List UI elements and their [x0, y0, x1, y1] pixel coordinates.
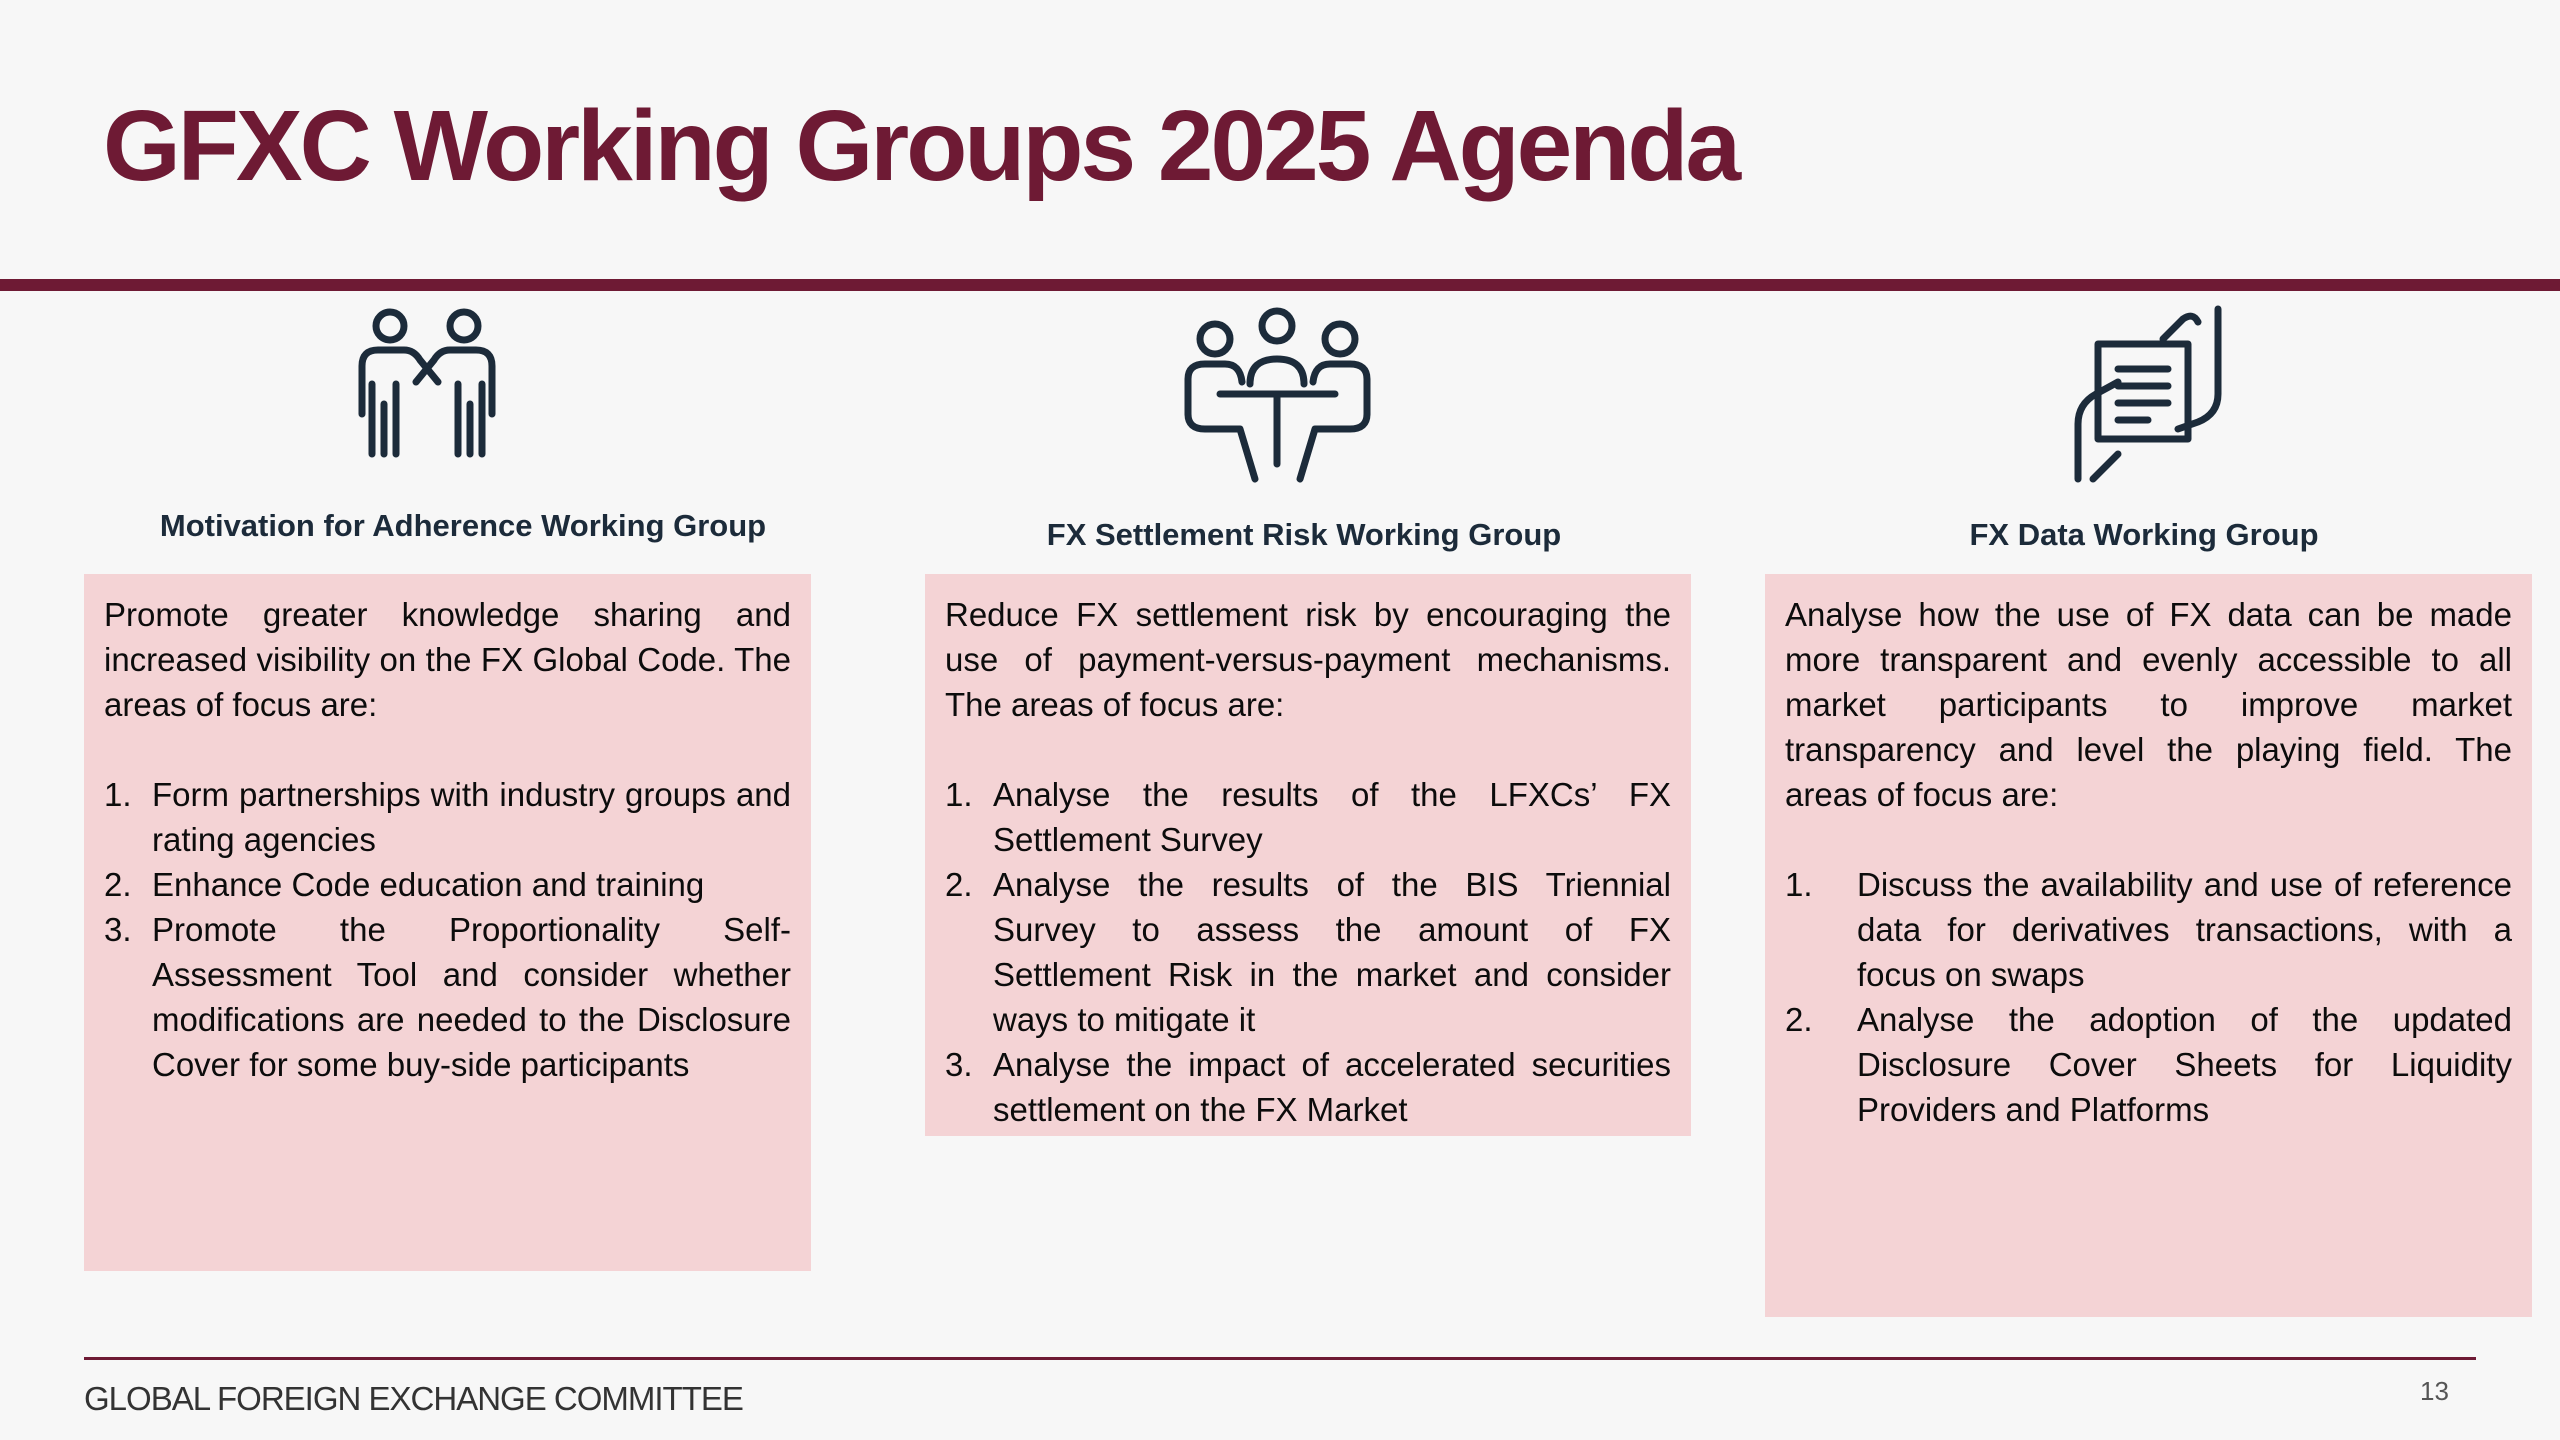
group-title-settlement: FX Settlement Risk Working Group [1046, 517, 1562, 552]
list-item: 1. Discuss the availability and use of reference data for derivatives transactions, with a focus on swaps [1785, 866, 2512, 993]
group-intro: Promote greater knowledge sharing and increased visibility on the FX Global Code. The areas of focus are: [104, 596, 791, 723]
group-title-data: FX Data Working Group [1969, 517, 2319, 552]
list-item: 1. Form partnerships with industry groups and rating agencies [104, 776, 791, 858]
footer-organization: GLOBAL FOREIGN EXCHANGE COMMITTEE [84, 1380, 743, 1417]
list-item: 2. Enhance Code education and training [104, 866, 705, 903]
slide-title: GFXC Working Groups 2025 Agenda [103, 90, 1739, 202]
title-divider [0, 279, 2560, 291]
meeting-table-icon [1180, 304, 1375, 484]
group-title-motivation: Motivation for Adherence Working Group [159, 508, 767, 543]
focus-list [1785, 862, 2512, 1132]
list-item: 2. Analyse the results of the BIS Triennial Survey to assess the amount of FX Settlement Risk in the market and consider ways to mitigate it [945, 866, 1671, 1038]
group-box-motivation [84, 574, 811, 1271]
list-item: 1. Analyse the results of the LFXCs’ FX Settlement Survey [945, 776, 1671, 858]
focus-list [104, 772, 791, 1087]
list-item: 2. Analyse the adoption of the updated Disclosure Cover Sheets for Liquidity Providers and Platforms [1785, 1001, 2512, 1128]
handshake-people-icon [352, 304, 502, 459]
document-handover-icon [2068, 304, 2228, 486]
focus-list [945, 772, 1671, 1132]
list-item: 3. Promote the Proportionality Self-Assessment Tool and consider whether modifications are needed to the Disclosure Cover for some buy-side participants [104, 911, 791, 1083]
group-intro: Analyse how the use of FX data can be made more transparent and evenly accessible to all market participants to improve market transparency and level the playing field. The areas of focus are: [1785, 596, 2512, 813]
group-intro: Reduce FX settlement risk by encouraging the use of payment-versus-payment mechanisms. The areas of focus are: [945, 596, 1671, 723]
footer-divider [84, 1357, 2476, 1360]
page-number: 13 [2420, 1376, 2449, 1406]
list-item: 3. Analyse the impact of accelerated securities settlement on the FX Market [945, 1046, 1671, 1128]
group-box-settlement [925, 574, 1691, 1136]
group-box-data [1765, 574, 2532, 1317]
